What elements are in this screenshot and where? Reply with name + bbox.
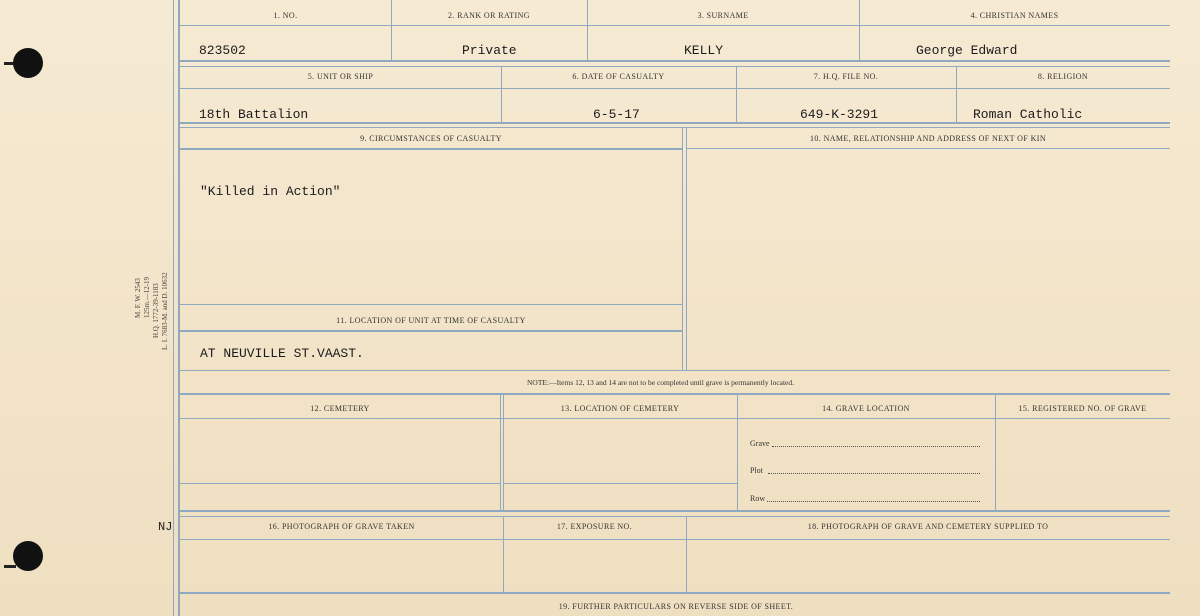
- side-imprint-3: H.Q. 1772-39-1183: [152, 283, 160, 338]
- header-circumstances: 9. CIRCUMSTANCES OF CASUALTY: [360, 134, 502, 143]
- rule: [391, 0, 392, 61]
- header-location-unit: 11. LOCATION OF UNIT AT TIME OF CASUALTY: [336, 316, 526, 325]
- header-hq-file: 7. H.Q. FILE NO.: [813, 72, 879, 81]
- rule: [178, 539, 1170, 540]
- value-christian-names: George Edward: [916, 43, 1018, 58]
- row-field-label: Row: [750, 494, 766, 503]
- header-cemetery-location: 13. LOCATION OF CEMETERY: [560, 404, 680, 413]
- header-unit: 5. UNIT OR SHIP: [307, 72, 374, 81]
- rule: [859, 0, 860, 61]
- value-circumstances: "Killed in Action": [200, 184, 341, 199]
- value-no: 823502: [199, 43, 246, 58]
- header-next-of-kin: 10. NAME, RELATIONSHIP AND ADDRESS OF NEXT OF KIN: [809, 134, 1047, 143]
- rule: [503, 483, 737, 484]
- value-rank: Private: [462, 43, 517, 58]
- side-imprint-2: 125m.—12-19: [143, 276, 151, 318]
- margin-mark: NJ: [158, 520, 173, 534]
- rule: [178, 122, 1170, 124]
- header-registered-no: 15. REGISTERED NO. OF GRAVE: [1018, 404, 1147, 413]
- footer-further-particulars: 19. FURTHER PARTICULARS ON REVERSE SIDE OF SHEET.: [558, 602, 794, 611]
- grave-field-label: Grave: [750, 439, 770, 448]
- rule: [178, 127, 1170, 128]
- binder-hole-stub: [4, 565, 16, 568]
- value-date: 6-5-17: [593, 107, 640, 122]
- rule: [178, 148, 682, 150]
- rule: [178, 60, 1170, 62]
- value-location-unit: AT NEUVILLE ST.VAAST.: [200, 346, 364, 361]
- rule: [682, 127, 683, 371]
- rule: [178, 370, 1170, 371]
- value-hq-file: 649-K-3291: [800, 107, 879, 122]
- header-no: 1. NO.: [273, 11, 298, 20]
- row-field-line: [767, 501, 980, 502]
- header-christian-names: 4. CHRISTIAN NAMES: [970, 11, 1059, 20]
- side-imprint-4: L. I. 7683-M. and D. 10632: [161, 272, 169, 350]
- plot-field-line: [768, 473, 980, 474]
- rule: [178, 88, 1170, 89]
- rule: [178, 393, 1170, 395]
- header-date: 6. DATE OF CASUALTY: [572, 72, 665, 81]
- rule: [178, 516, 1170, 517]
- note-text: NOTE:—Items 12, 13 and 14 are not to be completed until grave is permanently located.: [527, 378, 795, 387]
- header-cemetery: 12. CEMETERY: [310, 404, 370, 413]
- rule: [686, 127, 687, 371]
- header-photo-taken: 16. PHOTOGRAPH OF GRAVE TAKEN: [268, 522, 415, 531]
- rule: [178, 330, 682, 332]
- left-border: [173, 0, 174, 616]
- side-imprint-1: M. F. W. 2543: [134, 278, 142, 318]
- value-religion: Roman Catholic: [973, 107, 1083, 122]
- value-unit: 18th Battalion: [199, 107, 309, 122]
- rule: [178, 304, 682, 305]
- rule: [178, 592, 1170, 594]
- plot-field-label: Plot: [750, 466, 763, 475]
- binder-hole-top: [13, 48, 43, 78]
- header-grave-location: 14. GRAVE LOCATION: [822, 404, 910, 413]
- rule: [178, 66, 1170, 67]
- binder-hole-bottom: [13, 541, 43, 571]
- grave-field-line: [772, 446, 980, 447]
- rule: [500, 395, 501, 511]
- rule: [178, 25, 1170, 26]
- header-exposure: 17. EXPOSURE NO.: [556, 522, 633, 531]
- rule: [178, 483, 500, 484]
- header-photo-supplied: 18. PHOTOGRAPH OF GRAVE AND CEMETERY SUPPLIED TO: [807, 522, 1049, 531]
- header-surname: 3. SURNAME: [697, 11, 749, 20]
- rule: [178, 510, 1170, 512]
- rule: [587, 0, 588, 61]
- value-surname: KELLY: [684, 43, 724, 58]
- header-rank: 2. RANK OR RATING: [448, 11, 530, 20]
- header-religion: 8. RELIGION: [1037, 72, 1089, 81]
- rule: [178, 418, 1170, 419]
- rule: [686, 148, 1170, 149]
